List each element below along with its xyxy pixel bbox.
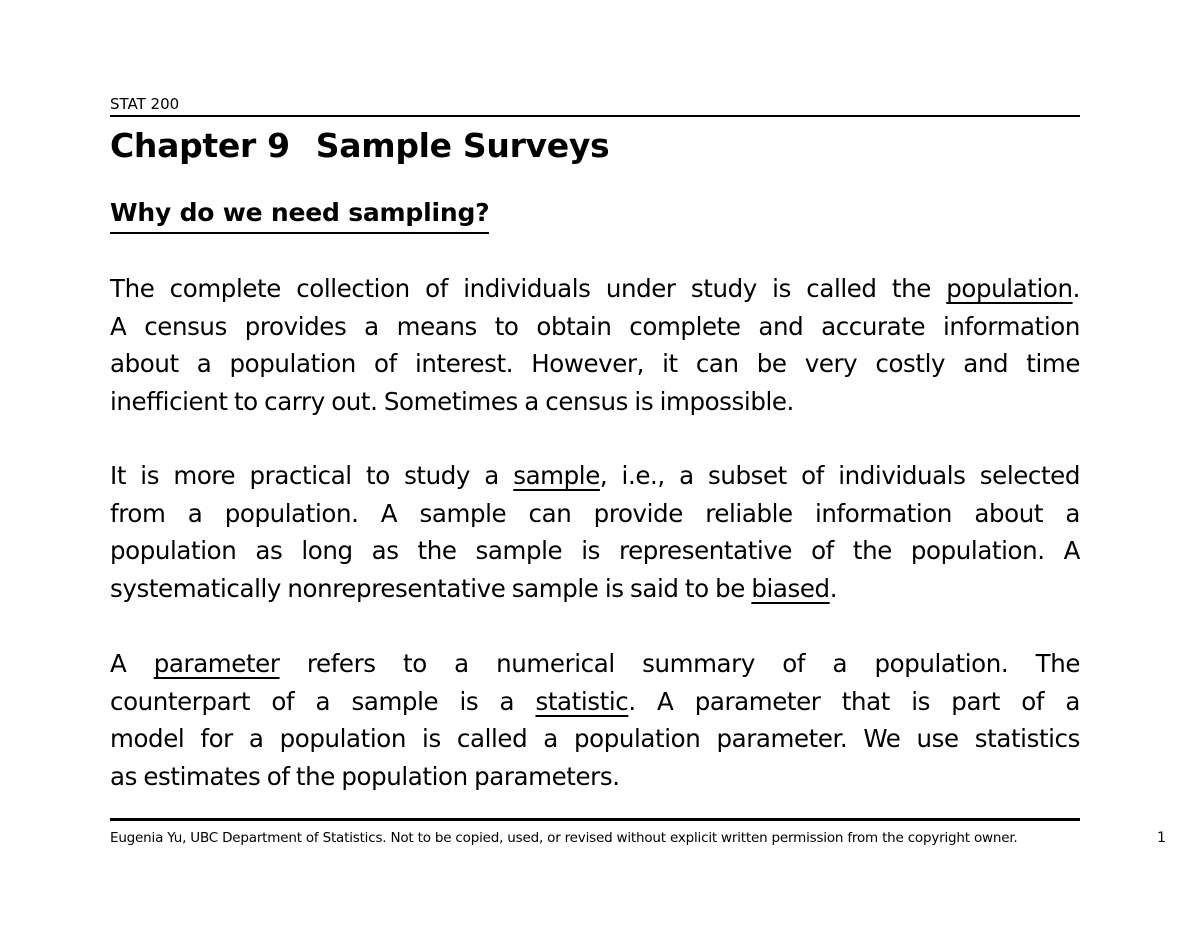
- text-span: It is more practical to study a: [110, 461, 514, 490]
- course-label: STAT 200: [110, 95, 180, 113]
- text-line: as estimates of the population parameters.: [110, 761, 620, 791]
- text-span: .: [1072, 274, 1080, 303]
- text-line: [110, 645, 1080, 683]
- paragraph-population: [110, 270, 1080, 420]
- text-line: model for a population is called a population parameter. We use statistics: [110, 724, 1080, 753]
- text-span: A: [110, 649, 154, 678]
- term-biased: biased: [751, 573, 830, 603]
- paragraph-parameter: [110, 645, 1080, 795]
- text-line: about a population of interest. However, it can be very costly and time: [110, 349, 1080, 378]
- term-parameter: parameter: [153, 649, 280, 678]
- page-number: 1: [1157, 830, 1166, 846]
- term-sample: sample: [513, 461, 600, 490]
- text-span: The complete collection of individuals under study is called the: [110, 274, 947, 303]
- text-line: from a population. A sample can provide reliable information about a: [110, 498, 1080, 528]
- text-line: A census provides a means to obtain complete and accurate information: [110, 311, 1080, 341]
- term-population: population: [946, 274, 1073, 303]
- term-statistic: statistic: [535, 686, 629, 716]
- chapter-name: Sample Surveys: [315, 126, 610, 165]
- paragraph-sample: [110, 457, 1080, 607]
- text-span: counterpart of a sample is a: [110, 686, 536, 716]
- footer-copyright: Eugenia Yu, UBC Department of Statistics. Not to be copied, used, or revised without explicit written permission from the copyright owner.: [110, 830, 1018, 846]
- text-span: , i.e., a subset of individuals selected: [599, 461, 1080, 490]
- text-span: refers to a numerical summary of a population. The: [279, 649, 1081, 678]
- text-line: [110, 270, 1080, 308]
- text-span: systematically nonrepresentative sample is said to be: [110, 573, 752, 603]
- text-line: [110, 683, 1080, 721]
- text-span: .: [829, 573, 838, 603]
- text-line: [110, 457, 1080, 495]
- text-line: inefficient to carry out. Sometimes a census is impossible.: [110, 386, 794, 416]
- footer-rule: [110, 818, 1080, 821]
- header-rule: [110, 115, 1080, 117]
- chapter-title: [110, 124, 609, 168]
- text-line: population as long as the sample is representative of the population. A: [110, 536, 1080, 565]
- text-span: . A parameter that is part of a: [628, 686, 1080, 716]
- text-line: [110, 570, 1080, 608]
- section-heading: Why do we need sampling?: [110, 196, 489, 234]
- chapter-number: Chapter 9: [110, 126, 290, 165]
